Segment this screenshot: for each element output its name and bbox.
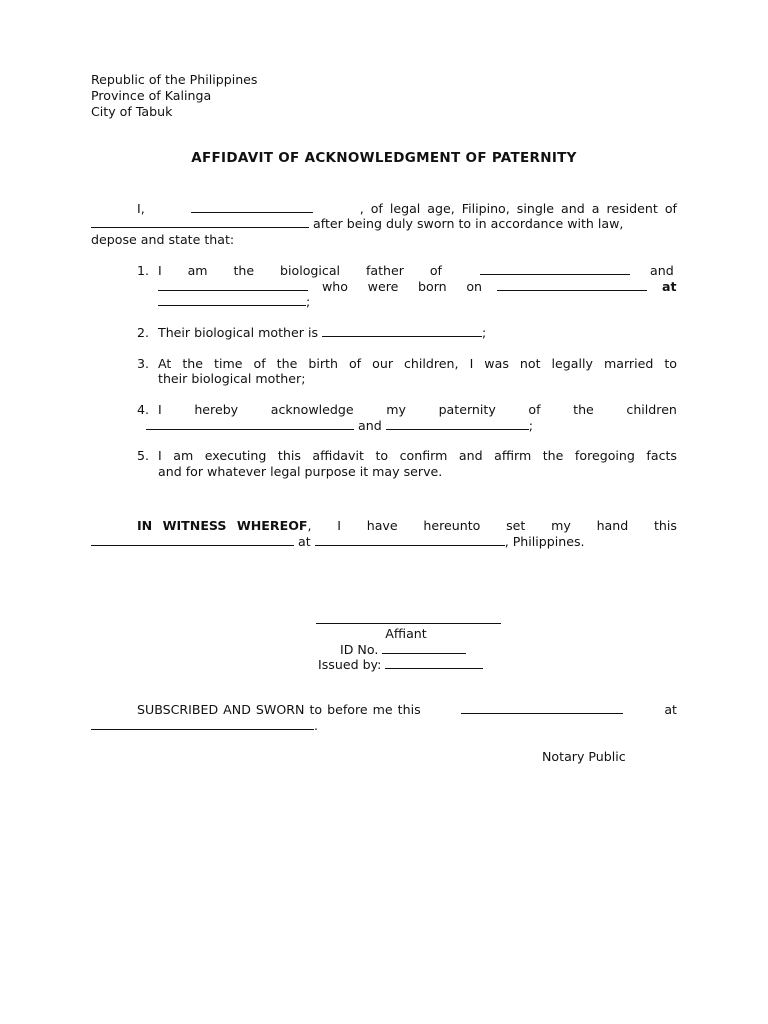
item-1-word: of (429, 263, 442, 278)
witness-word: this (653, 518, 677, 533)
birth-place-blank[interactable] (158, 294, 306, 306)
item-3-line-2: their biological mother; (158, 371, 306, 386)
item-4-semicolon: ; (528, 418, 533, 433)
child-a-blank[interactable] (146, 418, 354, 430)
item-2-text: Their biological mother is (158, 325, 319, 340)
item-1-word: were (367, 279, 399, 294)
item-4-word: my (386, 402, 406, 417)
item-1-line-2-words (322, 279, 482, 295)
item-4-word: paternity (438, 402, 496, 417)
witness-line-1 (137, 518, 677, 534)
header-province: Province of Kalinga (91, 88, 212, 103)
intro-line-1 (137, 201, 677, 217)
residence-blank[interactable] (91, 216, 309, 228)
subscribed-period: . (314, 718, 319, 733)
item-1-word: am (187, 263, 208, 278)
item-5-line-1: I am executing this affidavit to confirm and affirm the foregoing facts (158, 448, 677, 463)
witness-date-blank[interactable] (91, 534, 294, 546)
witness-word: my (551, 518, 571, 533)
affiant-label: Affiant (385, 626, 427, 641)
child-b-blank[interactable] (386, 418, 529, 430)
item-1-word: the (233, 263, 255, 278)
item-4-word: the (573, 402, 594, 417)
subscribed-text: SUBSCRIBED AND SWORN to before me this (137, 702, 421, 717)
item-4-number: 4. (137, 402, 150, 417)
item-1-word: biological (280, 263, 341, 278)
document-title: AFFIDAVIT OF ACKNOWLEDGMENT OF PATERNITY (191, 150, 577, 166)
item-3-number: 3. (137, 356, 150, 371)
child-2-name-blank[interactable] (158, 279, 308, 291)
issued-by-blank[interactable] (385, 657, 483, 669)
witness-word: have (366, 518, 398, 533)
item-5-line-2: and for whatever legal purpose it may serve. (158, 464, 443, 479)
witness-word: hand (596, 518, 629, 533)
issued-by-label: Issued by: (318, 657, 382, 672)
item-1-word: I (158, 263, 162, 278)
item-1-word: born (418, 279, 447, 294)
witness-word: I (337, 518, 341, 533)
item-1-at: at (662, 279, 677, 294)
subscribed-date-blank[interactable] (461, 702, 623, 714)
id-no-blank[interactable] (382, 642, 466, 654)
witness-place-blank[interactable] (315, 534, 505, 546)
item-4-word: acknowledge (270, 402, 354, 417)
subscribed-place-blank[interactable] (91, 718, 314, 730)
witness-word: hereunto (423, 518, 481, 533)
item-4-line-1 (158, 402, 677, 418)
intro-line-2 (91, 216, 623, 232)
subscribed-line-1 (137, 702, 677, 718)
witness-philippines: , Philippines. (504, 534, 585, 549)
intro-sworn: after being duly sworn to in accordance with law, (313, 216, 624, 231)
affiant-name-blank[interactable] (191, 201, 313, 213)
birth-date-blank[interactable] (497, 279, 647, 291)
witness-bold: IN WITNESS WHEREOF (137, 518, 308, 533)
item-2-semicolon: ; (482, 325, 487, 340)
item-1-and: and (650, 263, 674, 278)
witness-word: set (506, 518, 526, 533)
witness-comma: , (307, 518, 312, 533)
item-1-number: 1. (137, 263, 150, 278)
item-4-and: and (358, 418, 382, 433)
item-5-number: 5. (137, 448, 150, 463)
item-3-line-1: At the time of the birth of our children, I was not legally married to (158, 356, 677, 371)
notary-public-label: Notary Public (542, 749, 626, 764)
item-4-word: hereby (194, 402, 239, 417)
item-2-number: 2. (137, 325, 150, 340)
item-4-word: I (158, 402, 162, 417)
header-city: City of Tabuk (91, 104, 173, 119)
item-4-word: children (626, 402, 677, 417)
item-1-word: on (466, 279, 482, 294)
item-1-semicolon: ; (306, 294, 311, 309)
intro-legal-age: , of legal age, Filipino, single and a resident of (359, 201, 677, 216)
mother-name-blank[interactable] (322, 325, 482, 337)
id-no-label: ID No. (340, 642, 379, 657)
item-1-word: father (365, 263, 404, 278)
child-1-name-blank[interactable] (480, 263, 630, 275)
item-1-word: who (322, 279, 348, 294)
intro-i: I, (137, 201, 145, 216)
item-1-line-1-words (158, 263, 442, 279)
header-republic: Republic of the Philippines (91, 72, 258, 87)
witness-at: at (298, 534, 311, 549)
item-4-word: of (528, 402, 541, 417)
subscribed-at: at (664, 702, 677, 717)
intro-depose: depose and state that: (91, 232, 235, 247)
affiant-signature-line[interactable] (316, 612, 501, 624)
